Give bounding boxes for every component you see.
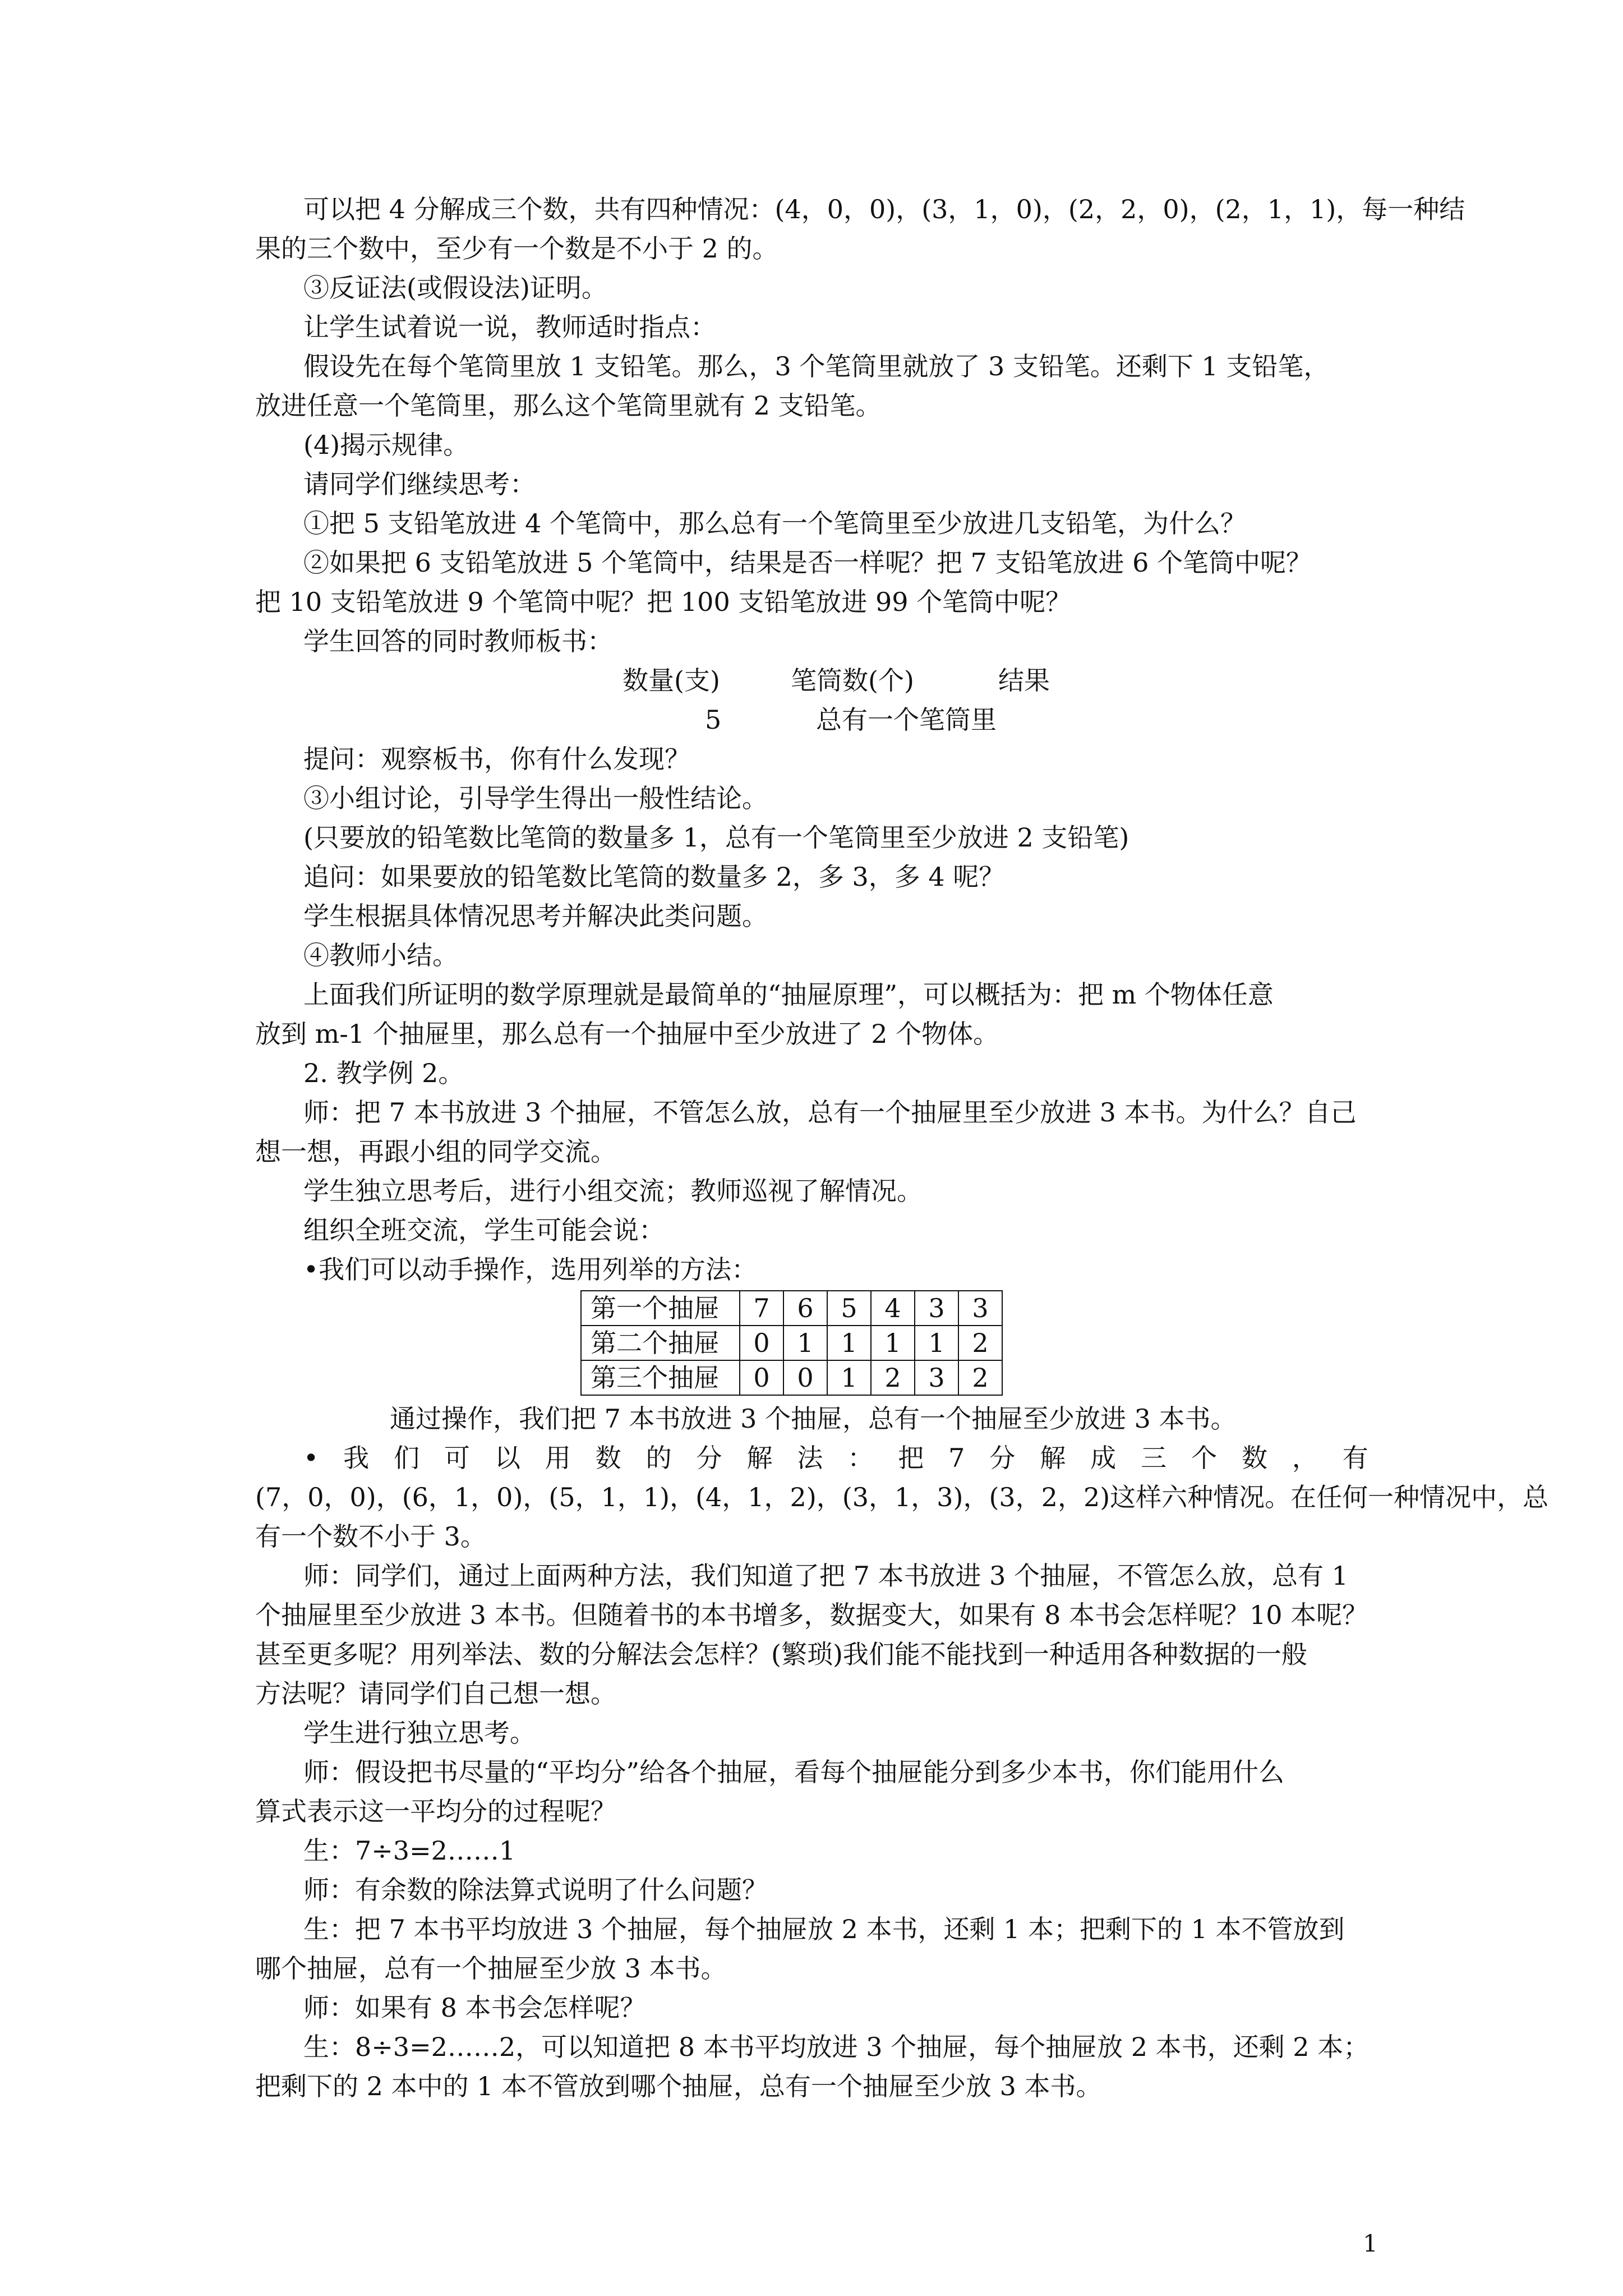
- text-line: ③小组讨论，引导学生得出一般性结论。: [303, 783, 768, 813]
- text-line: 上面我们所证明的数学原理就是最简单的“抽屉原理”，可以概括为：把 m 个物体任意: [303, 979, 1274, 1010]
- text-line: ②如果把 6 支铅笔放进 5 个笔筒中，结果是否一样呢？把 7 支铅笔放进 6 个笔筒中呢？: [303, 547, 1312, 578]
- row-label: 第一个抽屉: [581, 1291, 740, 1326]
- text-line: 师：同学们，通过上面两种方法，我们知道了把 7 本书放进 3 个抽屉，不管怎么放，总有 1: [303, 1561, 1348, 1591]
- text-line: 2. 教学例 2。: [303, 1058, 464, 1088]
- board-row: [255, 700, 1368, 739]
- text-line: 学生根据具体情况思考并解决此类问题。: [303, 901, 768, 931]
- glyph: 有: [1342, 1443, 1368, 1473]
- paragraph-block-2: [255, 739, 1368, 1289]
- table-cell: 3: [958, 1291, 1002, 1326]
- text-line: 把 10 支铅笔放进 9 个笔筒中呢？把 100 支铅笔放进 99 个笔筒中呢？: [255, 587, 1072, 617]
- text-line: 师：如果有 8 本书会怎样呢？: [303, 1993, 646, 2023]
- justified-sentence: [255, 1438, 1368, 1478]
- row-label: 第二个抽屉: [581, 1326, 740, 1360]
- text-line: (4)揭示规律。: [303, 430, 469, 460]
- glyph: 用: [545, 1443, 571, 1473]
- glyph: 个: [1191, 1443, 1218, 1473]
- board-header-quantity: 数量(支): [623, 665, 720, 696]
- text-line: 果的三个数中，至少有一个数是不小于 2 的。: [255, 233, 778, 264]
- text-line: 假设先在每个笔筒里放 1 支铅笔。那么，3 个笔筒里就放了 3 支铅笔。还剩下 1 支铅笔，: [303, 351, 1330, 381]
- glyph: 三: [1141, 1443, 1167, 1473]
- text-line: 个抽屉里至少放进 3 本书。但随着书的本书增多，数据变大，如果有 8 本书会怎样呢？10 本呢？: [255, 1600, 1368, 1630]
- text-line: 放到 m-1 个抽屉里，那么总有一个抽屉中至少放进了 2 个物体。: [255, 1019, 999, 1049]
- board-header-result: 结果: [998, 665, 1050, 696]
- text-line: ③反证法(或假设法)证明。: [303, 273, 607, 303]
- table-cell: 1: [915, 1326, 958, 1360]
- text-line: 有一个数不小于 3。: [255, 1521, 486, 1552]
- text-line: 组织全班交流，学生可能会说：: [303, 1215, 665, 1245]
- glyph: 法: [797, 1443, 823, 1473]
- board-row-result: 总有一个笔筒里: [816, 705, 997, 735]
- table-row: [581, 1326, 1002, 1360]
- table-cell: 1: [871, 1326, 915, 1360]
- table-cell: 0: [783, 1360, 827, 1395]
- text-line: 算式表示这一平均分的过程呢？: [255, 1796, 616, 1826]
- text-line: 可以把 4 分解成三个数，共有四种情况：(4，0，0)，(3，1，0)，(2，2，0)，(2，1，1)，每一种结: [303, 194, 1465, 224]
- table-cell: 0: [740, 1326, 783, 1360]
- glyph: •: [303, 1443, 319, 1473]
- text-line: 请同学们继续思考：: [303, 469, 536, 499]
- text-line: 生：8÷3=2……2，可以知道把 8 本书平均放进 3 个抽屉，每个抽屉放 2 本书，还剩 2 本；: [303, 2032, 1370, 2062]
- text-line: 哪个抽屉，总有一个抽屉至少放 3 本书。: [255, 1953, 727, 1984]
- board-writing: [255, 661, 1368, 700]
- text-line: 放进任意一个笔筒里，那么这个笔筒里就有 2 支铅笔。: [255, 390, 882, 421]
- table-cell: 2: [958, 1360, 1002, 1395]
- table-cell: 5: [827, 1291, 871, 1326]
- glyph: 成: [1090, 1443, 1117, 1473]
- glyph: ：: [847, 1443, 874, 1473]
- paragraph-block-1: [255, 190, 1465, 661]
- text-line: (7，0，0)，(6，1，0)，(5，1，1)，(4，1，2)，(3，1，3)，(3，2，2)这样六种情况。在任何一种情况中，总: [255, 1482, 1549, 1512]
- text-line: 让学生试着说一说，教师适时指点：: [303, 312, 716, 342]
- text-line: ④教师小结。: [303, 940, 458, 970]
- text-line: •我们可以动手操作，选用列举的方法：: [303, 1254, 758, 1285]
- text-line: 想一想，再跟小组的同学交流。: [255, 1137, 616, 1167]
- table-row: [581, 1291, 1002, 1326]
- table-cell: 1: [783, 1326, 827, 1360]
- row-label: 第三个抽屉: [581, 1360, 740, 1395]
- text-line: ①把 5 支铅笔放进 4 个笔筒中，那么总有一个笔筒里至少放进几支铅笔，为什么？: [303, 508, 1247, 539]
- table-cell: 2: [958, 1326, 1002, 1360]
- text-line: 甚至更多呢？用列举法、数的分解法会怎样？(繁琐)我们能不能找到一种适用各种数据的一般: [255, 1639, 1307, 1669]
- table-cell: 2: [871, 1360, 915, 1395]
- board-header-holders: 笔筒数(个): [791, 665, 914, 696]
- table-cell: 4: [871, 1291, 915, 1326]
- text-line: 学生进行独立思考。: [303, 1718, 536, 1748]
- page-number: 1: [1363, 2230, 1378, 2257]
- text-line: (只要放的铅笔数比笔筒的数量多 1，总有一个笔筒里至少放进 2 支铅笔): [303, 822, 1129, 853]
- document-body: [255, 190, 1549, 2106]
- board-row-quantity: 5: [705, 705, 722, 735]
- glyph: 分: [989, 1443, 1016, 1473]
- table-cell: 3: [915, 1291, 958, 1326]
- table-cell: 6: [783, 1291, 827, 1326]
- text-line: 师：有余数的除法算式说明了什么问题？: [303, 1875, 768, 1905]
- glyph: 可: [444, 1443, 470, 1473]
- glyph: 把: [898, 1443, 924, 1473]
- glyph: 们: [393, 1443, 419, 1473]
- enumeration-table: [580, 1290, 1003, 1396]
- glyph: 我: [343, 1443, 370, 1473]
- text-line: 生：7÷3=2……1: [303, 1835, 516, 1866]
- glyph: 7: [948, 1443, 965, 1473]
- table-cell: 3: [915, 1360, 958, 1395]
- text-line: 学生回答的同时教师板书：: [303, 626, 613, 656]
- glyph: 数: [595, 1443, 621, 1473]
- text-line: 师：把 7 本书放进 3 个抽屉，不管怎么放，总有一个抽屉里至少放进 3 本书。为什么？自己: [303, 1097, 1357, 1128]
- text-line: 追问：如果要放的铅笔数比笔筒的数量多 2，多 3，多 4 呢？: [303, 862, 1005, 892]
- glyph: ，: [1292, 1443, 1318, 1473]
- table-cell: 7: [740, 1291, 783, 1326]
- table-cell: 1: [827, 1360, 871, 1395]
- paragraph-block-3: [255, 1478, 1549, 2106]
- text-line: 方法呢？请同学们自己想一想。: [255, 1678, 616, 1709]
- text-line: 生：把 7 本书平均放进 3 个抽屉，每个抽屉放 2 本书，还剩 1 本；把剩下的 1 本不管放到: [303, 1914, 1345, 1944]
- glyph: 数: [1241, 1443, 1267, 1473]
- table-cell: 1: [827, 1326, 871, 1360]
- text-line: 师：假设把书尽量的“平均分”给各个抽屉，看每个抽屉能分到多少本书，你们能用什么: [303, 1757, 1285, 1787]
- table-cell: 0: [740, 1360, 783, 1395]
- text-line: 提问：观察板书，你有什么发现？: [303, 744, 690, 774]
- glyph: 解: [746, 1443, 773, 1473]
- table-row: [581, 1360, 1002, 1395]
- text-line: 把剩下的 2 本中的 1 本不管放到哪个抽屉，总有一个抽屉至少放 3 本书。: [255, 2071, 1102, 2101]
- table-conclusion: 通过操作，我们把 7 本书放进 3 个抽屉，总有一个抽屉至少放进 3 本书。: [390, 1404, 1237, 1434]
- glyph: 解: [1040, 1443, 1066, 1473]
- text-line: 学生独立思考后，进行小组交流；教师巡视了解情况。: [303, 1176, 923, 1206]
- glyph: 以: [494, 1443, 520, 1473]
- glyph: 的: [645, 1443, 672, 1473]
- glyph: 分: [696, 1443, 722, 1473]
